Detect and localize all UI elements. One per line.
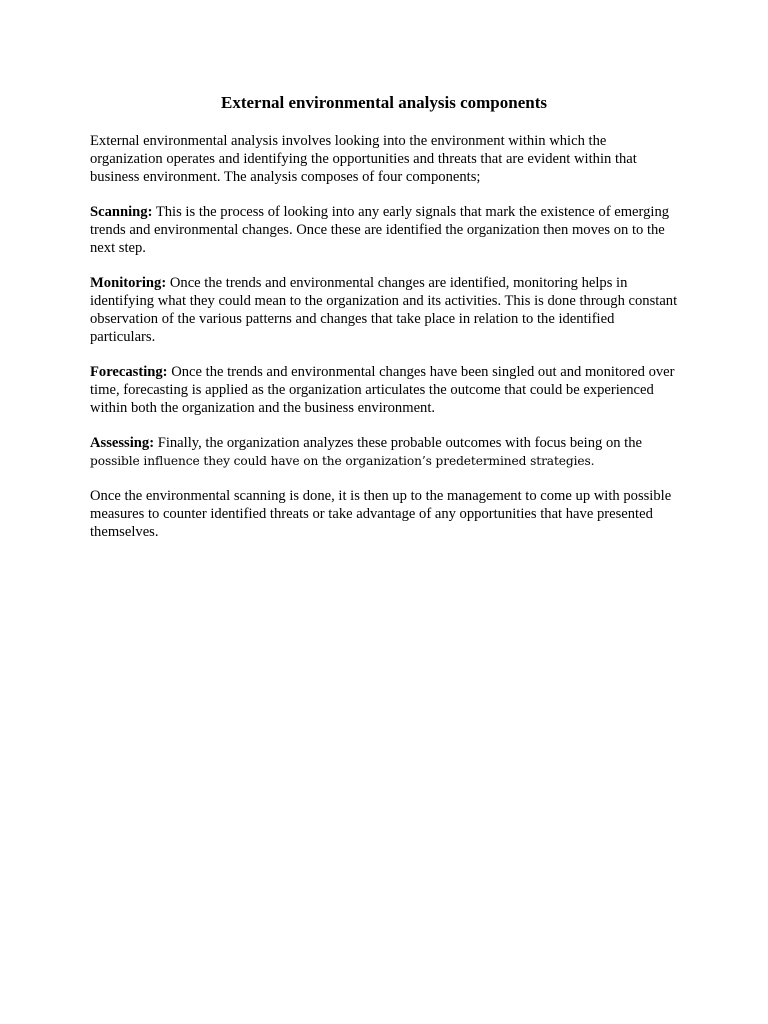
intro-paragraph: External environmental analysis involves looking into the environment within which the organization operates and identifying the opportunities and threats that are evident within that business environment. The analysis composes of four components; [90, 133, 637, 185]
section-text: Once the trends and environmental changes are identified, monitoring helps in identifying what they could mean to the organization and its activities. This is done through constant observation of the various patterns and changes that take place in relation to the identified particulars. [90, 275, 678, 345]
document-body [90, 132, 680, 558]
section-term: Scanning: [90, 204, 153, 220]
section-term: Monitoring: [90, 275, 167, 291]
section-text-continued: possible influence they could have on the organization’s predetermined strategies. [90, 454, 595, 468]
section-text: This is the process of looking into any early signals that mark the existence of emerging trends and environmental changes. Once these are identified the organization then moves on to the next step. [90, 204, 670, 256]
section-scanning [90, 203, 680, 257]
section-assessing [90, 434, 680, 470]
section-term: Forecasting: [90, 364, 168, 380]
section-monitoring [90, 274, 680, 346]
section-term: Assessing: [90, 435, 155, 451]
document-title: External environmental analysis components [220, 93, 547, 112]
section-forecasting [90, 363, 680, 417]
section-text: Finally, the organization analyzes these probable outcomes with focus being on the [154, 435, 643, 451]
section-text: Once the trends and environmental changes have been singled out and monitored over time, forecasting is applied as the organization articulates the outcome that could be experienced within both the organization and the business environment. [90, 364, 675, 416]
conclusion-paragraph: Once the environmental scanning is done, it is then up to the management to come up with possible measures to counter identified threats or take advantage of any opportunities that have presented themselves. [90, 488, 672, 540]
